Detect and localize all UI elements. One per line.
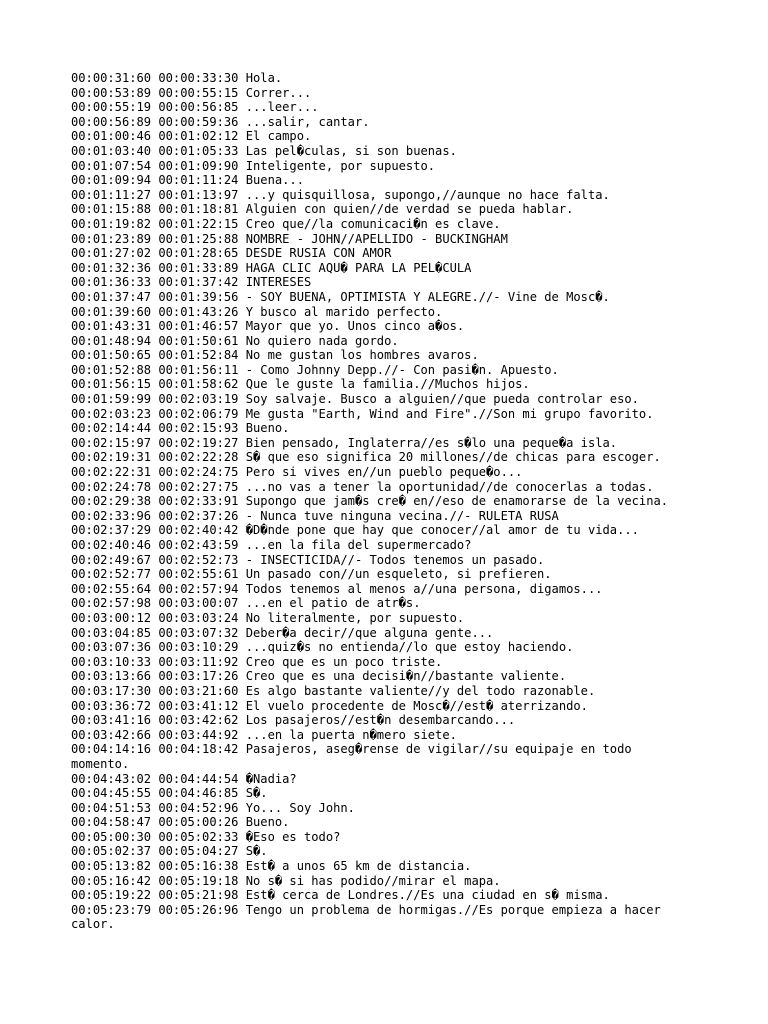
subtitle-line: 00:01:52:88 00:01:56:11 - Como Johnny Depp.//- Con pasi�n. Apuesto. [71,362,559,377]
subtitle-line: 00:04:51:53 00:04:52:96 Yo... Soy John. [71,800,355,815]
subtitle-line: 00:03:13:66 00:03:17:26 Creo que es una decisi�n//bastante valiente. [71,669,567,684]
subtitle-line: 00:02:55:64 00:02:57:94 Todos tenemos al menos a//una persona, digamos... [71,581,603,596]
subtitle-line: 00:01:43:31 00:01:46:57 Mayor que yo. Unos cinco a�os. [71,319,465,334]
subtitle-line: 00:02:03:23 00:02:06:79 Me gusta "Earth, Wind and Fire".//Son mi grupo favorito. [71,406,654,421]
subtitle-line: 00:01:39:60 00:01:43:26 Y busco al marido perfecto. [71,304,443,319]
subtitle-line: 00:05:23:79 00:05:26:96 Tengo un problema de hormigas.//Es porque empieza a hacer calor. [71,902,669,932]
subtitle-line: 00:01:36:33 00:01:37:42 INTERESES [71,275,312,290]
subtitle-line: 00:02:37:29 00:02:40:42 �D�nde pone que hay que conocer//al amor de tu vida... [71,523,639,538]
subtitle-line: 00:02:24:78 00:02:27:75 ...no vas a tener la oportunidad//de conocerlas a todas. [71,479,654,494]
subtitle-line: 00:03:10:33 00:03:11:92 Creo que es un poco triste. [71,654,443,669]
subtitle-line: 00:01:03:40 00:01:05:33 Las pel�culas, si son buenas. [71,143,457,158]
subtitle-line: 00:00:55:19 00:00:56:85 ...leer... [71,100,319,115]
subtitle-line: 00:02:29:38 00:02:33:91 Supongo que jam�s cre� en//eso de enamorarse de la vecina. [71,494,669,509]
subtitle-line: 00:01:11:27 00:01:13:97 ...y quisquillosa, supongo,//aunque no hace falta. [71,187,610,202]
subtitle-line: 00:02:52:77 00:02:55:61 Un pasado con//un esqueleto, si prefieren. [71,567,552,582]
subtitle-line: 00:02:40:46 00:02:43:59 ...en la fila del supermercado? [71,538,472,552]
subtitle-line: 00:01:37:47 00:01:39:56 - SOY BUENA, OPTIMISTA Y ALEGRE.//- Vine de Mosc�. [71,289,610,304]
subtitle-line: 00:05:16:42 00:05:19:18 No s� si has podido//mirar el mapa. [71,873,501,888]
subtitle-line: 00:00:53:89 00:00:55:15 Correr... [71,85,312,100]
subtitle-document [71,71,691,932]
subtitle-line: 00:05:19:22 00:05:21:98 Est� cerca de Londres.//Es una ciudad en s� misma. [71,888,610,903]
subtitle-line: 00:02:57:98 00:03:00:07 ...en el patio de atr�s. [71,596,421,611]
subtitle-line: 00:03:41:16 00:03:42:62 Los pasajeros//est�n desembarcando... [71,713,516,728]
subtitle-line: 00:01:48:94 00:01:50:61 No quiero nada gordo. [71,333,399,348]
subtitle-line: 00:05:13:82 00:05:16:38 Est� a unos 65 km de distancia. [71,859,472,874]
subtitle-line: 00:01:07:54 00:01:09:90 Inteligente, por supuesto. [71,158,436,173]
subtitle-line: 00:03:07:36 00:03:10:29 ...quiz�s no entienda//lo que estoy haciendo. [71,640,574,655]
subtitle-line: 00:01:27:02 00:01:28:65 DESDE RUSIA CON AMOR [71,246,392,261]
subtitle-line: 00:02:14:44 00:02:15:93 Bueno. [71,421,290,436]
subtitle-line: 00:02:49:67 00:02:52:73 - INSECTICIDA//- Todos tenemos un pasado. [71,552,545,567]
subtitle-line: 00:03:17:30 00:03:21:60 Es algo bastante valiente//y del todo razonable. [71,683,596,698]
subtitle-line: 00:01:15:88 00:01:18:81 Alguien con quien//de verdad se pueda hablar. [71,202,574,217]
subtitle-line: 00:00:56:89 00:00:59:36 ...salir, cantar. [71,114,370,129]
subtitle-line: 00:02:33:96 00:02:37:26 - Nunca tuve ninguna vecina.//- RULETA RUSA [71,508,559,523]
subtitle-line: 00:01:19:82 00:01:22:15 Creo que//la comunicaci�n es clave. [71,216,501,231]
subtitle-line: 00:05:02:37 00:05:04:27 S�. [71,844,268,859]
subtitle-line: 00:03:42:66 00:03:44:92 ...en la puerta n�mero siete. [71,727,457,742]
subtitle-line: 00:02:15:97 00:02:19:27 Bien pensado, Inglaterra//es s�lo una peque�a isla. [71,435,618,450]
subtitle-line: 00:03:36:72 00:03:41:12 El vuelo procedente de Mosc�//est� aterrizando. [71,698,588,713]
subtitle-line: 00:04:45:55 00:04:46:85 S�. [71,786,268,801]
subtitle-line: 00:02:22:31 00:02:24:75 Pero si vives en//un pueblo peque�o... [71,465,523,480]
subtitle-line: 00:02:19:31 00:02:22:28 S� que eso significa 20 millones//de chicas para escoger. [71,450,661,465]
subtitle-line: 00:01:56:15 00:01:58:62 Que le guste la familia.//Muchos hijos. [71,377,530,392]
subtitle-line: 00:04:14:16 00:04:18:42 Pasajeros, aseg�rense de vigilar//su equipaje en todo momento. [71,742,639,771]
subtitle-line: 00:04:58:47 00:05:00:26 Bueno. [71,815,290,830]
subtitle-line: 00:01:32:36 00:01:33:89 HAGA CLIC AQU� PARA LA PEL�CULA [71,260,472,275]
subtitle-line: 00:01:50:65 00:01:52:84 No me gustan los hombres avaros. [71,348,479,363]
subtitle-line: 00:03:04:85 00:03:07:32 Deber�a decir//que alguna gente... [71,625,494,640]
subtitle-line: 00:00:31:60 00:00:33:30 Hola. [71,71,283,85]
subtitle-line: 00:03:00:12 00:03:03:24 No literalmente, por supuesto. [71,610,465,625]
subtitle-line: 00:05:00:30 00:05:02:33 �Eso es todo? [71,829,341,844]
subtitle-line: 00:01:23:89 00:01:25:88 NOMBRE - JOHN//APELLIDO - BUCKINGHAM [71,231,508,246]
subtitle-line: 00:01:00:46 00:01:02:12 El campo. [71,129,312,144]
subtitle-line: 00:04:43:02 00:04:44:54 �Nadia? [71,771,297,786]
subtitle-line: 00:01:09:94 00:01:11:24 Buena... [71,173,304,188]
subtitle-line: 00:01:59:99 00:02:03:19 Soy salvaje. Busco a alguien//que pueda controlar eso. [71,392,639,407]
